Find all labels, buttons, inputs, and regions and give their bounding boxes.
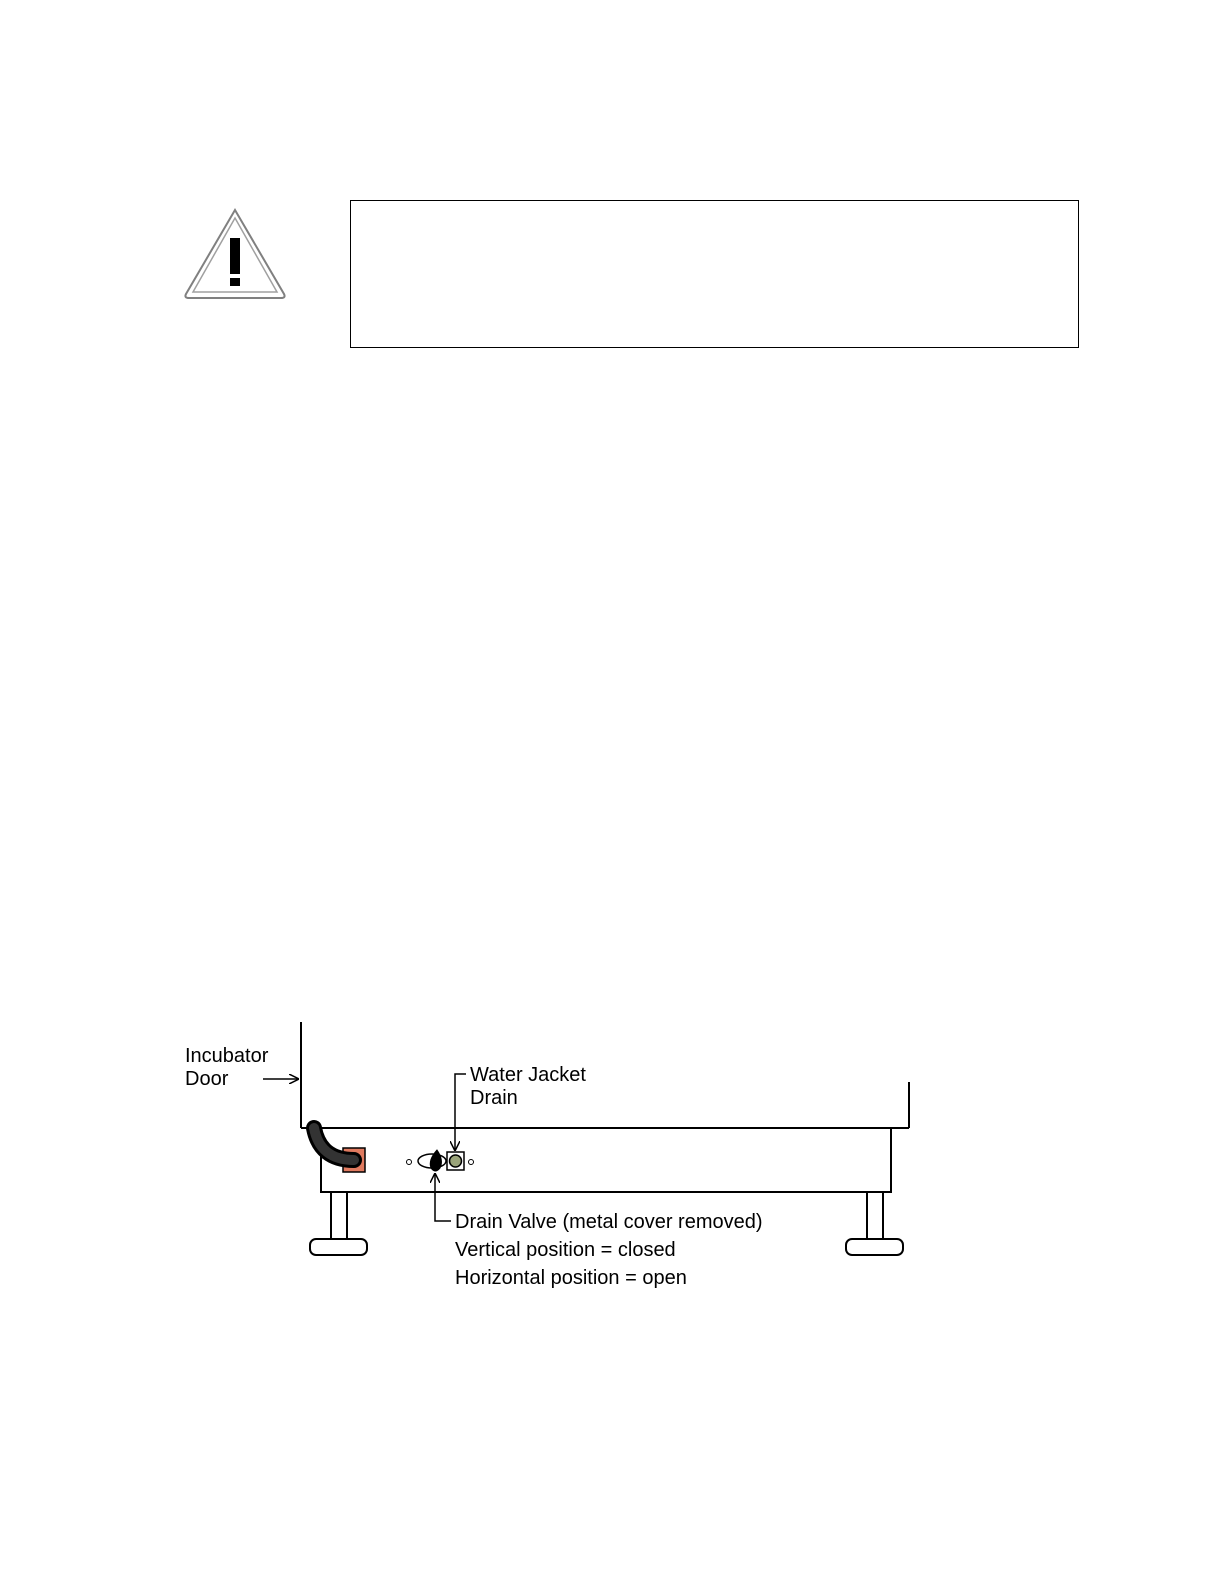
label-incubator-door-1: Incubator (185, 1045, 269, 1067)
left-leg (331, 1192, 347, 1240)
label-drain-valve-2: Vertical position = closed (455, 1239, 676, 1261)
label-water-jacket-1: Water Jacket (470, 1064, 586, 1086)
warning-triangle-icon (182, 206, 288, 302)
right-leg (867, 1192, 883, 1240)
left-foot (310, 1239, 367, 1255)
label-incubator-door-2: Door (185, 1068, 229, 1090)
label-drain-valve-1: Drain Valve (metal cover removed) (455, 1211, 763, 1233)
exclamation-bar (230, 238, 240, 274)
label-drain-valve-3: Horizontal position = open (455, 1267, 687, 1289)
right-screw (469, 1160, 474, 1165)
exclamation-dot (230, 278, 240, 286)
label-water-jacket-2: Drain (470, 1087, 518, 1109)
incubator-base (321, 1128, 891, 1192)
left-screw (407, 1160, 412, 1165)
incubator-drain-diagram (170, 1010, 930, 1310)
warning-box (350, 200, 1079, 348)
right-foot (846, 1239, 903, 1255)
